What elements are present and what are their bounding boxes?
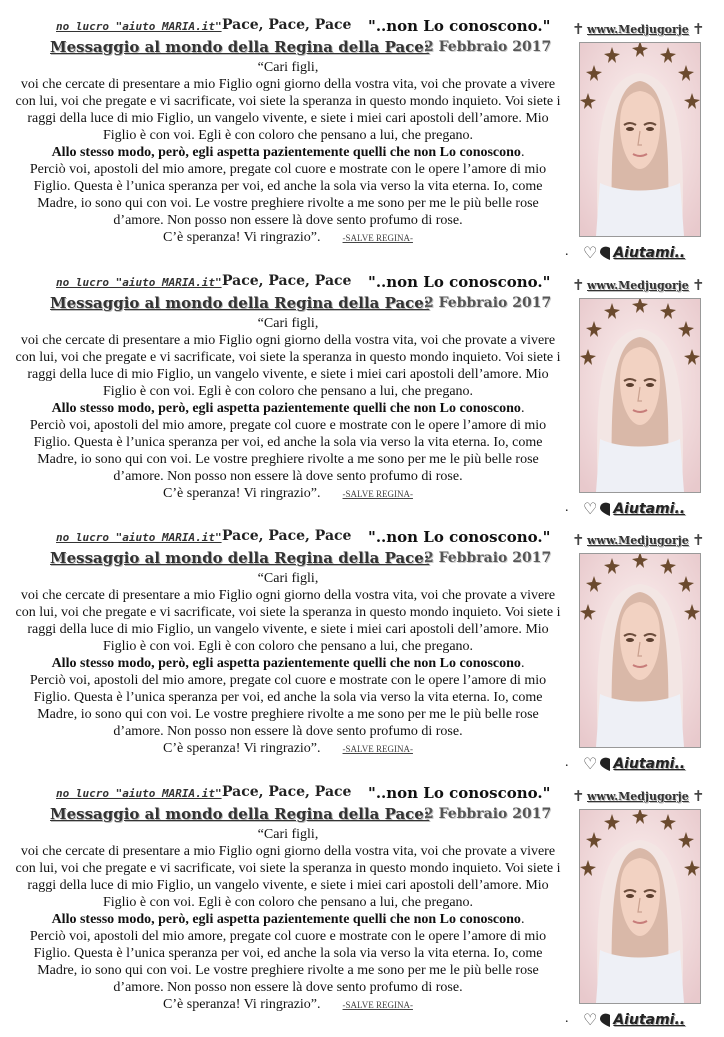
half-heart-icon — [600, 502, 610, 516]
help-button[interactable] — [583, 1011, 685, 1029]
cross-icon: ✝ — [692, 276, 705, 294]
pace-heading: Pace, Pace, Pace — [222, 273, 352, 289]
help-button[interactable] — [583, 244, 685, 262]
subtitle-heading: "..non Lo conoscono." — [368, 17, 551, 35]
greeting: “Cari figli, — [257, 571, 319, 586]
cross-icon: ✝ — [572, 20, 585, 38]
tagline-link[interactable]: no lucro "aiuto MARIA.it" — [56, 20, 222, 33]
highlight-text: Allo stesso modo, però, egli aspetta pazientemente quelli che non Lo conoscono — [51, 656, 521, 671]
heart-outline-icon: ♡ — [583, 1010, 598, 1029]
message-text: voi che cercate di presentare a mio Figlio ogni giorno della vostra vita, voi che provate a vivere con lui, voi che pregate e vi sacrificate, voi siete la speranza in questo mondo inquieto. Voi siete i raggi della luce di mio Figlio, un vangelo vivente, e siete i miei cari apostoli dell’amore. Mio Figlio è con voi. Egli è con coloro che pensano a lui, che pregano. — [15, 844, 561, 910]
cross-icon: ✝ — [572, 531, 585, 549]
salve-regina-link[interactable]: -SALVE REGINA- — [342, 1000, 413, 1010]
highlight-end: . — [520, 401, 525, 416]
message-text: voi che cercate di presentare a mio Figlio ogni giorno della vostra vita, voi che provate a vivere con lui, voi che pregate e vi sacrificate, voi siete la speranza in questo mondo inquieto. Voi siete i raggi della luce di mio Figlio, un vangelo vivente, e siete i miei cari apostoli dell’amore. Mio Figlio è con voi. Egli è con coloro che pensano a lui, che pregano. — [15, 77, 561, 143]
closing-line — [14, 996, 562, 1014]
message-body — [14, 826, 562, 1014]
half-heart-icon — [600, 757, 610, 771]
tagline-link[interactable]: no lucro "aiuto MARIA.it" — [56, 787, 222, 800]
help-button[interactable] — [583, 755, 685, 773]
continuation-text: Perciò voi, apostoli del mio amore, pregate col cuore e mostrate con le opere l’amore di mio Figlio. Questa è l’unica speranza per voi, ed anche la sola via verso la vita eterna. Io, come Madre, io sono qui con voi. Le vostre preghiere rivolte a me sono per me le più belle rose d’amore. Non posso non essere là dove sento profumo di rose. — [29, 929, 547, 995]
site-link[interactable]: www.Medjugorje — [587, 790, 689, 803]
highlight-end: . — [520, 145, 525, 160]
highlight-text: Allo stesso modo, però, egli aspetta pazientemente quelli che non Lo conoscono — [51, 401, 521, 416]
cross-icon: ✝ — [572, 787, 585, 805]
message-body — [14, 59, 562, 247]
message-body — [14, 315, 562, 503]
highlight-line — [14, 400, 562, 417]
highlight-text: Allo stesso modo, però, egli aspetta pazientemente quelli che non Lo conoscono — [51, 912, 521, 927]
help-label: Aiutami.. — [613, 245, 686, 261]
continuation-text: Perciò voi, apostoli del mio amore, pregate col cuore e mostrate con le opere l’amore di mio Figlio. Questa è l’unica speranza per voi, ed anche la sola via verso la vita eterna. Io, come Madre, io sono qui con voi. Le vostre preghiere rivolte a me sono per me le più belle rose d’amore. Non posso non essere là dove sento profumo di rose. — [29, 418, 547, 484]
separator-dot: . — [565, 244, 569, 259]
site-link[interactable]: www.Medjugorje — [587, 279, 689, 292]
message-title: Messaggio al mondo della Regina della Pace: — [50, 805, 430, 823]
message-title: Messaggio al mondo della Regina della Pace: — [50, 549, 430, 567]
message-text: voi che cercate di presentare a mio Figlio ogni giorno della vostra vita, voi che provate a vivere con lui, voi che pregate e vi sacrificate, voi siete la speranza in questo mondo inquieto. Voi siete i raggi della luce di mio Figlio, un vangelo vivente, e siete i miei cari apostoli dell’amore. Mio Figlio è con voi. Egli è con coloro che pensano a lui, che pregano. — [15, 333, 561, 399]
message-title: Messaggio al mondo della Regina della Pace: — [50, 38, 430, 56]
heart-outline-icon: ♡ — [583, 243, 598, 262]
cross-icon: ✝ — [692, 787, 705, 805]
help-label: Aiutami.. — [613, 1012, 686, 1028]
site-link[interactable]: www.Medjugorje — [587, 534, 689, 547]
message-date: 2 Febbraio 2017 — [424, 39, 552, 55]
greeting: “Cari figli, — [257, 316, 319, 331]
message-body — [14, 570, 562, 758]
message-date: 2 Febbraio 2017 — [424, 550, 552, 566]
message-card — [0, 528, 724, 781]
half-heart-icon — [600, 246, 610, 260]
closing-line — [14, 740, 562, 758]
cross-icon: ✝ — [692, 531, 705, 549]
pace-heading: Pace, Pace, Pace — [222, 528, 352, 544]
closing-text: C’è speranza! Vi ringrazio”. — [163, 486, 321, 501]
pace-heading: Pace, Pace, Pace — [222, 17, 352, 33]
cross-icon: ✝ — [572, 276, 585, 294]
greeting: “Cari figli, — [257, 827, 319, 842]
highlight-end: . — [520, 656, 525, 671]
madonna-portrait-image — [579, 553, 701, 748]
separator-dot: . — [565, 1011, 569, 1026]
closing-text: C’è speranza! Vi ringrazio”. — [163, 230, 321, 245]
message-card — [0, 273, 724, 526]
greeting: “Cari figli, — [257, 60, 319, 75]
pace-heading: Pace, Pace, Pace — [222, 784, 352, 800]
highlight-end: . — [520, 912, 525, 927]
site-link[interactable]: www.Medjugorje — [587, 23, 689, 36]
closing-text: C’è speranza! Vi ringrazio”. — [163, 741, 321, 756]
madonna-portrait-image — [579, 298, 701, 493]
salve-regina-link[interactable]: -SALVE REGINA- — [342, 233, 413, 243]
madonna-portrait-image — [579, 809, 701, 1004]
help-label: Aiutami.. — [613, 501, 686, 517]
message-title: Messaggio al mondo della Regina della Pace: — [50, 294, 430, 312]
closing-text: C’è speranza! Vi ringrazio”. — [163, 997, 321, 1012]
closing-line — [14, 229, 562, 247]
message-card — [0, 17, 724, 270]
continuation-text: Perciò voi, apostoli del mio amore, pregate col cuore e mostrate con le opere l’amore di mio Figlio. Questa è l’unica speranza per voi, ed anche la sola via verso la vita eterna. Io, come Madre, io sono qui con voi. Le vostre preghiere rivolte a me sono per me le più belle rose d’amore. Non posso non essere là dove sento profumo di rose. — [29, 673, 547, 739]
salve-regina-link[interactable]: -SALVE REGINA- — [342, 489, 413, 499]
highlight-text: Allo stesso modo, però, egli aspetta pazientemente quelli che non Lo conoscono — [51, 145, 521, 160]
highlight-line — [14, 655, 562, 672]
madonna-portrait-image — [579, 42, 701, 237]
heart-outline-icon: ♡ — [583, 499, 598, 518]
subtitle-heading: "..non Lo conoscono." — [368, 784, 551, 802]
half-heart-icon — [600, 1013, 610, 1027]
highlight-line — [14, 911, 562, 928]
message-text: voi che cercate di presentare a mio Figlio ogni giorno della vostra vita, voi che provate a vivere con lui, voi che pregate e vi sacrificate, voi siete la speranza in questo mondo inquieto. Voi siete i raggi della luce di mio Figlio, un vangelo vivente, e siete i miei cari apostoli dell’amore. Mio Figlio è con voi. Egli è con coloro che pensano a lui, che pregano. — [15, 588, 561, 654]
tagline-link[interactable]: no lucro "aiuto MARIA.it" — [56, 276, 222, 289]
help-label: Aiutami.. — [613, 756, 686, 772]
separator-dot: . — [565, 500, 569, 515]
highlight-line — [14, 144, 562, 161]
continuation-text: Perciò voi, apostoli del mio amore, pregate col cuore e mostrate con le opere l’amore di mio Figlio. Questa è l’unica speranza per voi, ed anche la sola via verso la vita eterna. Io, come Madre, io sono qui con voi. Le vostre preghiere rivolte a me sono per me le più belle rose d’amore. Non posso non essere là dove sento profumo di rose. — [29, 162, 547, 228]
message-date: 2 Febbraio 2017 — [424, 806, 552, 822]
cross-icon: ✝ — [692, 20, 705, 38]
separator-dot: . — [565, 755, 569, 770]
salve-regina-link[interactable]: -SALVE REGINA- — [342, 744, 413, 754]
tagline-link[interactable]: no lucro "aiuto MARIA.it" — [56, 531, 222, 544]
subtitle-heading: "..non Lo conoscono." — [368, 273, 551, 291]
help-button[interactable] — [583, 500, 685, 518]
subtitle-heading: "..non Lo conoscono." — [368, 528, 551, 546]
heart-outline-icon: ♡ — [583, 754, 598, 773]
message-card — [0, 784, 724, 1037]
message-date: 2 Febbraio 2017 — [424, 295, 552, 311]
closing-line — [14, 485, 562, 503]
